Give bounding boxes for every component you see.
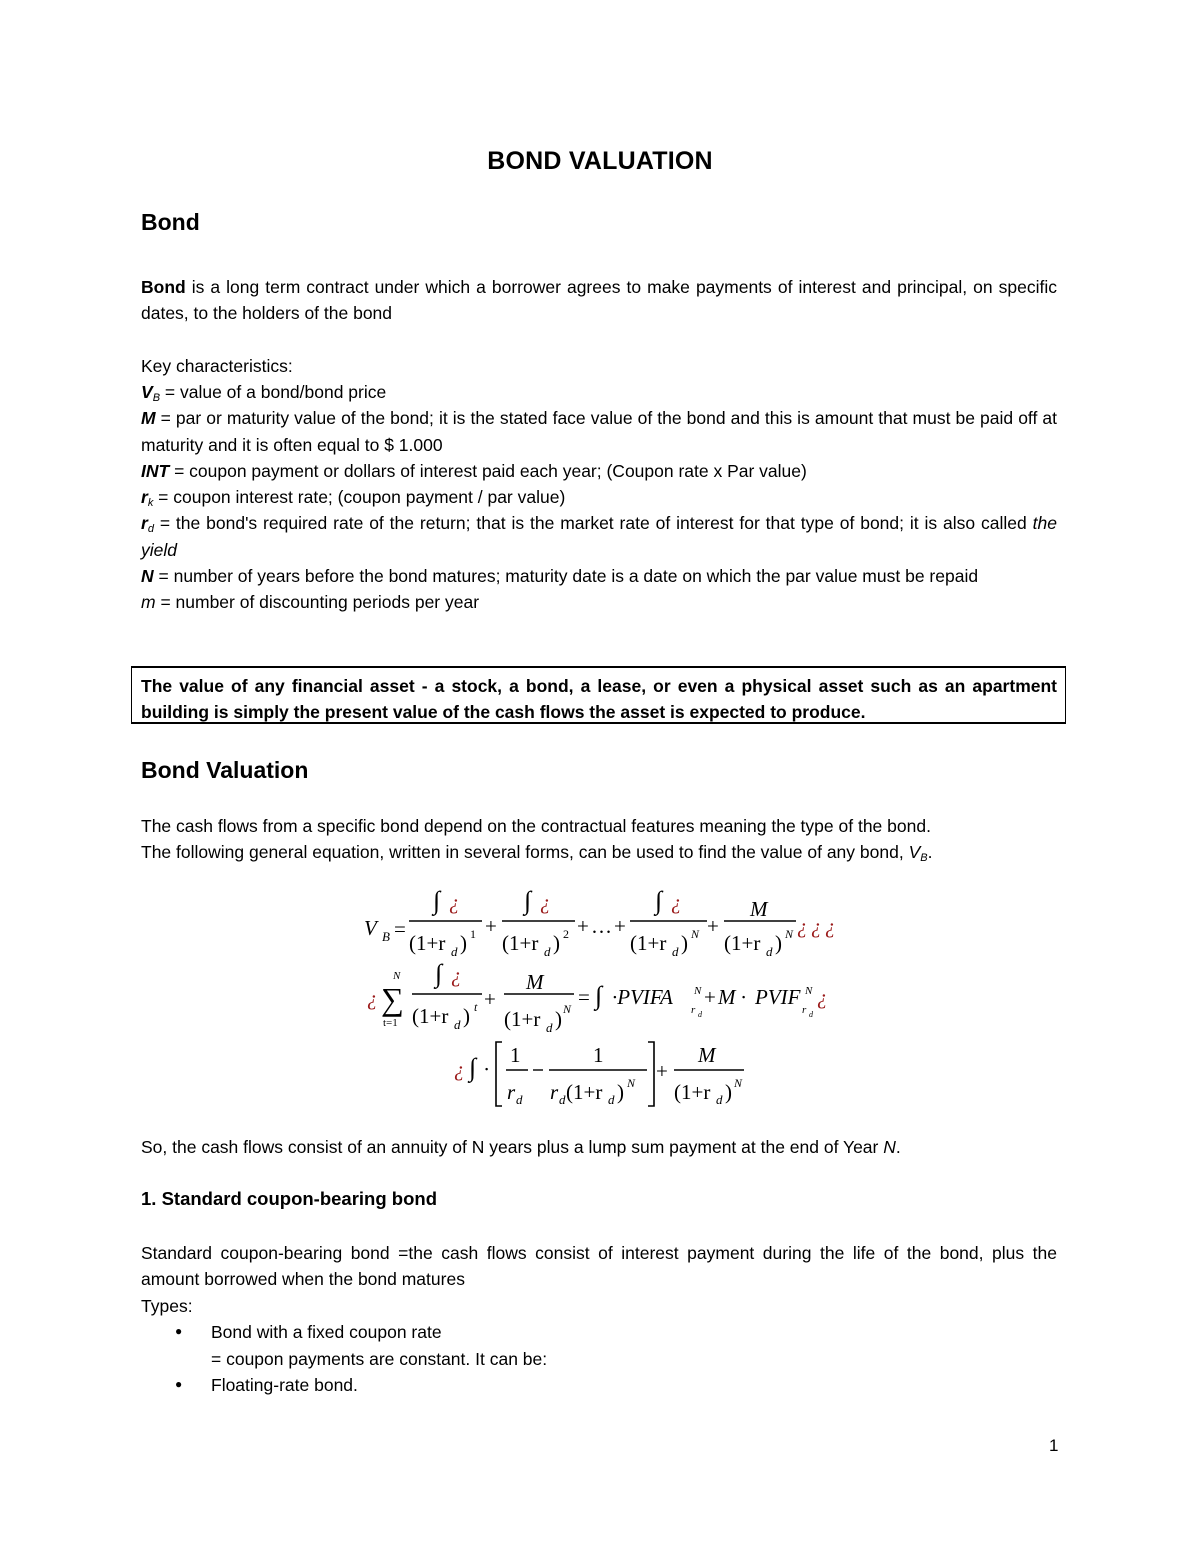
svg-text:+: + [577, 914, 589, 938]
page-number: 1 [1049, 1436, 1059, 1455]
fraction-term-1 [409, 886, 482, 959]
svg-text:N: N [694, 985, 702, 997]
svg-text:): ) [463, 1004, 470, 1028]
svg-text:∫: ∫ [524, 886, 532, 915]
bullet-floating-rate: Floating-rate bond. [211, 1375, 358, 1395]
svg-text:¿: ¿ [811, 914, 822, 938]
key-characteristics-label: Key characteristics: [141, 356, 293, 376]
item-m: M = par or maturity value of the bond; it is the stated face value of the bond and this is amount that must be paid off at maturity and it is often equal to $ 1.000 [141, 408, 1057, 455]
svg-text:(1+r: (1+r [412, 1004, 449, 1028]
bullet-icon: ● [175, 1324, 183, 1338]
svg-text:¿: ¿ [449, 890, 460, 914]
svg-text:d: d [716, 1092, 723, 1107]
svg-text:N: N [393, 970, 401, 982]
item-rd: $r_d$ = the bond's required rate of the return; that is the market rate of interest for that type of bond; it is also called the yield [141, 513, 1057, 560]
svg-text:N: N [734, 1076, 743, 1090]
svg-text:): ) [725, 1080, 732, 1104]
svg-text:¿: ¿ [825, 914, 836, 938]
svg-text:∑: ∑ [381, 981, 404, 1017]
svg-text:): ) [681, 931, 688, 955]
svg-text:¿: ¿ [540, 890, 551, 914]
svg-text:2: 2 [563, 927, 569, 941]
svg-text:¿: ¿ [817, 985, 828, 1009]
svg-text:d: d [454, 1017, 461, 1032]
fraction-term-n [630, 886, 707, 959]
heading-bond: Bond [141, 209, 200, 235]
svg-text:=: = [578, 985, 590, 1009]
svg-text:d: d [516, 1092, 523, 1107]
heading-standard-coupon-bond: 1. Standard coupon-bearing bond [141, 1188, 437, 1209]
item-int: INT = coupon payment or dollars of interest paid each year; (Coupon rate x Par value) [141, 460, 807, 481]
bullet-fixed-coupon: Bond with a fixed coupon rate [211, 1322, 442, 1342]
svg-text:+: + [656, 1059, 668, 1083]
svg-text:PVIF: PVIF [755, 985, 801, 1009]
svg-text:r: r [691, 1004, 696, 1016]
item-vb: $V_B$ = value of a bond/bond price [141, 382, 387, 404]
svg-text:r: r [550, 1080, 559, 1104]
fraction-sum-term [412, 959, 482, 1032]
highlight-box-text: The value of any financial asset - a stock, a bond, a lease, or even a physical asset such as an apartment building is simply the present value of the cash flows the asset is expected to produce. [141, 676, 1057, 722]
svg-text:∫: ∫ [595, 981, 603, 1010]
svg-text:∫: ∫ [435, 959, 443, 988]
svg-text:V: V [364, 916, 377, 940]
svg-text:d: d [546, 1020, 553, 1035]
svg-text:(1+r: (1+r [630, 931, 667, 955]
svg-text:d: d [698, 1010, 702, 1019]
svg-text:+: + [614, 914, 626, 938]
svg-text:N: N [805, 985, 813, 997]
svg-text:+: + [485, 914, 497, 938]
svg-text:∫: ∫ [433, 886, 441, 915]
item-m-small: m = number of discounting periods per year [141, 592, 480, 613]
svg-text:∫: ∫ [469, 1053, 477, 1082]
svg-text:M ∙: M ∙ [718, 985, 746, 1009]
svg-text:): ) [460, 931, 467, 955]
bond-valuation-equation [350, 880, 850, 1112]
svg-text:N: N [691, 927, 700, 941]
svg-text:M: M [526, 970, 544, 994]
svg-text:+: + [484, 987, 496, 1011]
svg-text:¿: ¿ [454, 1057, 465, 1081]
svg-text:d: d [608, 1092, 615, 1107]
svg-text:(1+r: (1+r [674, 1080, 711, 1104]
equation-row-1 [364, 886, 836, 959]
standard-bond-definition: Standard coupon-bearing bond =the cash flows consist of interest payment during the life of the bond, plus the amount borrowed when the bond matures [141, 1243, 1057, 1290]
item-n: N = number of years before the bond matures; maturity date is a date on which the par value must be repaid [141, 566, 979, 587]
svg-text:r: r [507, 1080, 516, 1104]
svg-text:1: 1 [470, 927, 476, 941]
svg-text:¿: ¿ [797, 914, 808, 938]
equation-row-3 [454, 1042, 744, 1107]
svg-text:B: B [382, 929, 390, 944]
svg-text:N: N [627, 1076, 636, 1090]
svg-text:∙: ∙ [484, 1057, 490, 1081]
svg-text:): ) [617, 1080, 624, 1104]
svg-text:M: M [750, 897, 768, 921]
svg-text:+: + [707, 914, 719, 938]
bullet-fixed-coupon-detail: = coupon payments are constant. It can be: [211, 1349, 548, 1369]
key-characteristics-list [141, 379, 1057, 616]
svg-text:d: d [451, 944, 458, 959]
cash-flow-summary: So, the cash flows consist of an annuity of N years plus a lump sum payment at the end of Year N. [141, 1137, 901, 1157]
svg-text:N: N [785, 927, 794, 941]
svg-text:): ) [553, 931, 560, 955]
svg-text:(1+r: (1+r [566, 1080, 603, 1104]
svg-text:): ) [775, 931, 782, 955]
svg-text:M: M [698, 1043, 716, 1067]
heading-bond-valuation: Bond Valuation [141, 757, 309, 783]
svg-text:(1+r: (1+r [502, 931, 539, 955]
svg-text:d: d [544, 944, 551, 959]
svg-text:(1+r: (1+r [724, 931, 761, 955]
svg-text:d: d [672, 944, 679, 959]
fraction-term-2 [502, 886, 575, 959]
svg-text:¿: ¿ [451, 963, 462, 987]
equation-row-2 [367, 959, 828, 1035]
svg-text:∫: ∫ [655, 886, 663, 915]
valuation-line-1: The cash flows from a specific bond depend on the contractual features meaning the type of the bond. [141, 816, 931, 836]
bond-definition [141, 274, 1057, 327]
svg-text:r: r [802, 1004, 807, 1016]
svg-text:d: d [766, 944, 773, 959]
svg-text:+: + [704, 985, 716, 1009]
fraction-sum-m [504, 970, 574, 1035]
svg-text:¿: ¿ [671, 890, 682, 914]
svg-text:…: … [591, 914, 612, 938]
item-rk: $r_k$ = coupon interest rate; (coupon payment / par value) [141, 487, 566, 510]
svg-text:): ) [555, 1007, 562, 1031]
svg-text:t=1: t=1 [383, 1017, 398, 1029]
svg-text:(1+r: (1+r [504, 1007, 541, 1031]
svg-text:=: = [394, 917, 406, 941]
fraction-term-m [724, 897, 796, 959]
valuation-paragraph [141, 813, 1057, 866]
bond-definition-text: is a long term contract under which a borrower agrees to make payments of interest and principal, on specific dates, to the holders of the bond [141, 277, 1057, 324]
svg-text:t: t [474, 1000, 478, 1014]
svg-text:d: d [809, 1010, 813, 1019]
document-title: BOND VALUATION [487, 147, 713, 175]
bullet-icon: ● [175, 1377, 183, 1391]
svg-text:N: N [563, 1002, 572, 1016]
svg-text:d: d [559, 1092, 566, 1107]
svg-text:(1+r: (1+r [409, 931, 446, 955]
svg-text:¿: ¿ [367, 986, 378, 1010]
types-label: Types: [141, 1296, 193, 1316]
svg-text:∙PVIFA: ∙PVIFA [612, 985, 673, 1009]
svg-text:1: 1 [510, 1043, 521, 1067]
svg-text:1: 1 [593, 1043, 604, 1067]
valuation-line-2: The following general equation, written in several forms, can be used to find the value of any bond, $V_B$. [141, 842, 933, 865]
bond-term: Bond [141, 277, 186, 297]
